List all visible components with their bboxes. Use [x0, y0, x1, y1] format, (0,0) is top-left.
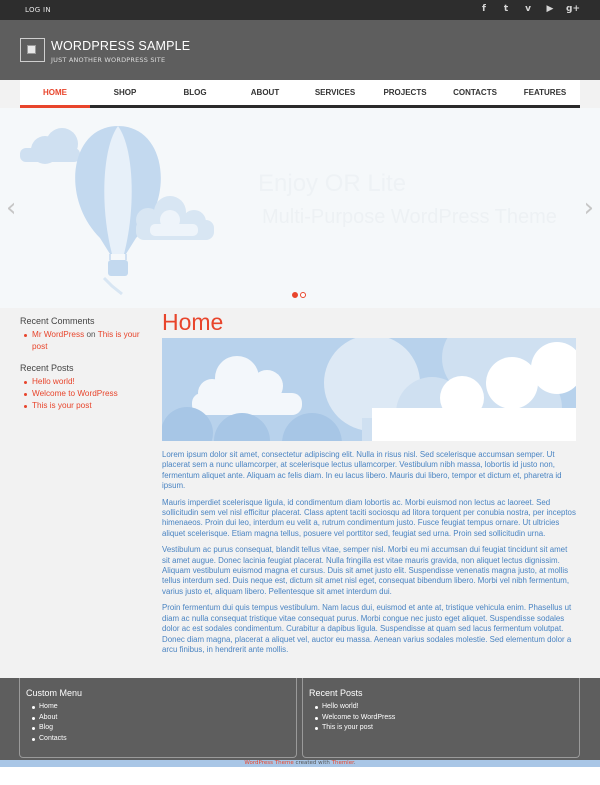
main-content [162, 310, 576, 661]
facebook-icon[interactable]: f [482, 4, 486, 14]
footer-recent-post-link[interactable]: Welcome to WordPress [315, 713, 573, 724]
nav-item-features[interactable]: FEATURES [523, 88, 567, 97]
footer-menu-contacts[interactable]: Contacts [32, 734, 290, 745]
footer-recent-posts-heading: Recent Posts [309, 688, 363, 698]
article-body [162, 450, 576, 655]
footer-widgets [0, 678, 600, 760]
slider-prev-icon[interactable]: ‹ [6, 193, 17, 223]
clouds-banner-image [162, 338, 576, 441]
nav-item-shop[interactable]: SHOP [113, 88, 137, 97]
site-title[interactable]: WORDPRESS SAMPLE [51, 39, 191, 53]
recent-post-link[interactable]: Hello world! [32, 377, 75, 386]
recent-post-link[interactable]: This is your post [32, 401, 92, 410]
logo-image-icon[interactable] [20, 38, 45, 62]
copyright-text: created with [293, 760, 332, 766]
footer-menu-home[interactable]: Home [32, 702, 290, 713]
custom-menu-heading: Custom Menu [26, 688, 83, 698]
nav-item-about[interactable]: ABOUT [250, 88, 280, 97]
comment-on-text: on [86, 330, 96, 339]
nav-item-home[interactable]: HOME [20, 80, 90, 108]
wordpress-theme-link[interactable]: WordPress Theme [244, 760, 294, 766]
list-item [24, 329, 150, 353]
recent-posts-heading: Recent Posts [20, 363, 74, 373]
paragraph: Proin fermentum dui quis tempus vestibulum. Nam lacus dui, euismod et ante at, tristique vehicula enim. Phasellus ut diam ac nulla consequat tristique vitae consequat purus. Morbi congue nec justo eget aliquet. Suspendisse sodales dolor ac est sodales condimentum. Curabitur a dapibus ligula. Suspendisse at quam sed lacus fermentum volutpat. Donec diam magna, placerat a aliquet vel, auctor eu massa. Aenean varius sodales molestie. Sed elementum dolor a arcu finibus, in hendrerit ante mollis. [162, 603, 572, 654]
nav-item-contacts[interactable]: CONTACTS [453, 88, 497, 97]
custom-menu-widget [19, 678, 297, 758]
nav-wrapper [0, 80, 600, 108]
twitter-icon[interactable]: t [503, 4, 509, 14]
copyright-bar [0, 760, 600, 767]
slider-dot-1[interactable] [292, 292, 298, 298]
footer-recent-post-link[interactable]: Hello world! [315, 702, 573, 713]
comment-author-link[interactable]: Mr WordPress [32, 330, 85, 339]
recent-comments-list [24, 329, 150, 353]
footer-recent-posts-list [315, 702, 573, 734]
site-tagline: JUST ANOTHER WORDPRESS SITE [51, 56, 166, 64]
main-nav [20, 80, 580, 108]
youtube-icon[interactable]: ▶ [546, 4, 554, 14]
list-item [24, 400, 150, 412]
slide-caption: Enjoy OR Lite [258, 170, 407, 197]
list-item [24, 376, 150, 388]
login-link[interactable]: LOG IN [25, 6, 51, 14]
paragraph: Vestibulum ac purus consequat, blandit tellus vitae, semper nisl. Morbi eu mi accumsan dui feugiat tincidunt sit amet sit amet augue. Donec lacinia feugiat placerat. Nulla fringilla est vitae mauris gravida, non aliquet lectus dignissim. Aliquam vestibulum euismod magna et cursus. Duis sit amet justo elit. Suspendisse venenatis magna justo, at mollis tellus interdum sed. Duis neque est, dictum sit amet nisl eget, consequat bibendum libero. Morbi vel nibh fermentum, varius justo et, aliquam libero. Pellentesque sit amet interdum dui. [162, 545, 570, 596]
recent-comments-heading: Recent Comments [20, 316, 95, 326]
slider-pagination [292, 292, 306, 298]
slider-next-icon[interactable]: › [583, 193, 594, 223]
recent-post-link[interactable]: Welcome to WordPress [32, 389, 118, 398]
vimeo-icon[interactable]: v [525, 4, 531, 14]
list-item [24, 388, 150, 400]
page-title: Home [162, 309, 224, 335]
social-icons [478, 3, 578, 15]
footer-menu-about[interactable]: About [32, 713, 290, 724]
custom-menu-list [32, 702, 290, 744]
top-bar [0, 0, 600, 20]
copyright-end: . [353, 760, 356, 766]
footer-menu-blog[interactable]: Blog [32, 723, 290, 734]
sidebar [20, 316, 150, 422]
nav-item-blog[interactable]: BLOG [183, 88, 207, 97]
recent-posts-list [24, 376, 150, 412]
paragraph: Lorem ipsum dolor sit amet, consectetur adipiscing elit. Nulla in risus nisl. Sed scelerisque accumsan semper. Ut placerat sem a nunc ullamcorper, at scelerisque lectus ullamcorper. Vestibulum nibh massa, lobortis id justo non, fermentum aliquet ante. Aliquam ac felis diam. In eu lacus libero. Mauris dui libero, tempor et dictum et, pharetra id ipsum. [162, 450, 562, 491]
themler-link[interactable]: Themler [331, 760, 354, 766]
paragraph: Mauris imperdiet scelerisque ligula, id condimentum diam lobortis ac. Morbi euismod non lectus ac laoreet. Sed sollicitudin sem vel nisl efficitur placerat. Class aptent taciti sociosqu ad litora torquent per conubia nostra, per inceptos himenaeos. Proin dui leo, interdum eu velit a, rutrum condimentum justo. Fusce feugiat tempus ornare. Ut ultricies aliquet scelerisque. Etiam magna tellus, posuere vel porttitor sed, feugiat sed urna. Proin sed sollicitudin urna. [162, 497, 576, 538]
nav-item-projects[interactable]: PROJECTS [383, 88, 427, 97]
slider-dot-2[interactable] [300, 292, 306, 298]
nav-item-services[interactable]: SERVICES [314, 88, 356, 97]
footer-recent-post-link[interactable]: This is your post [315, 723, 573, 734]
footer-recent-posts-widget [302, 678, 580, 758]
google-plus-icon[interactable]: g+ [566, 4, 580, 14]
comment-post-link[interactable]: This is your post [32, 330, 140, 351]
slide-subcaption: Multi-Purpose WordPress Theme [262, 206, 557, 228]
content-area [0, 308, 600, 678]
hero-slider [0, 108, 600, 308]
site-header [0, 20, 600, 80]
